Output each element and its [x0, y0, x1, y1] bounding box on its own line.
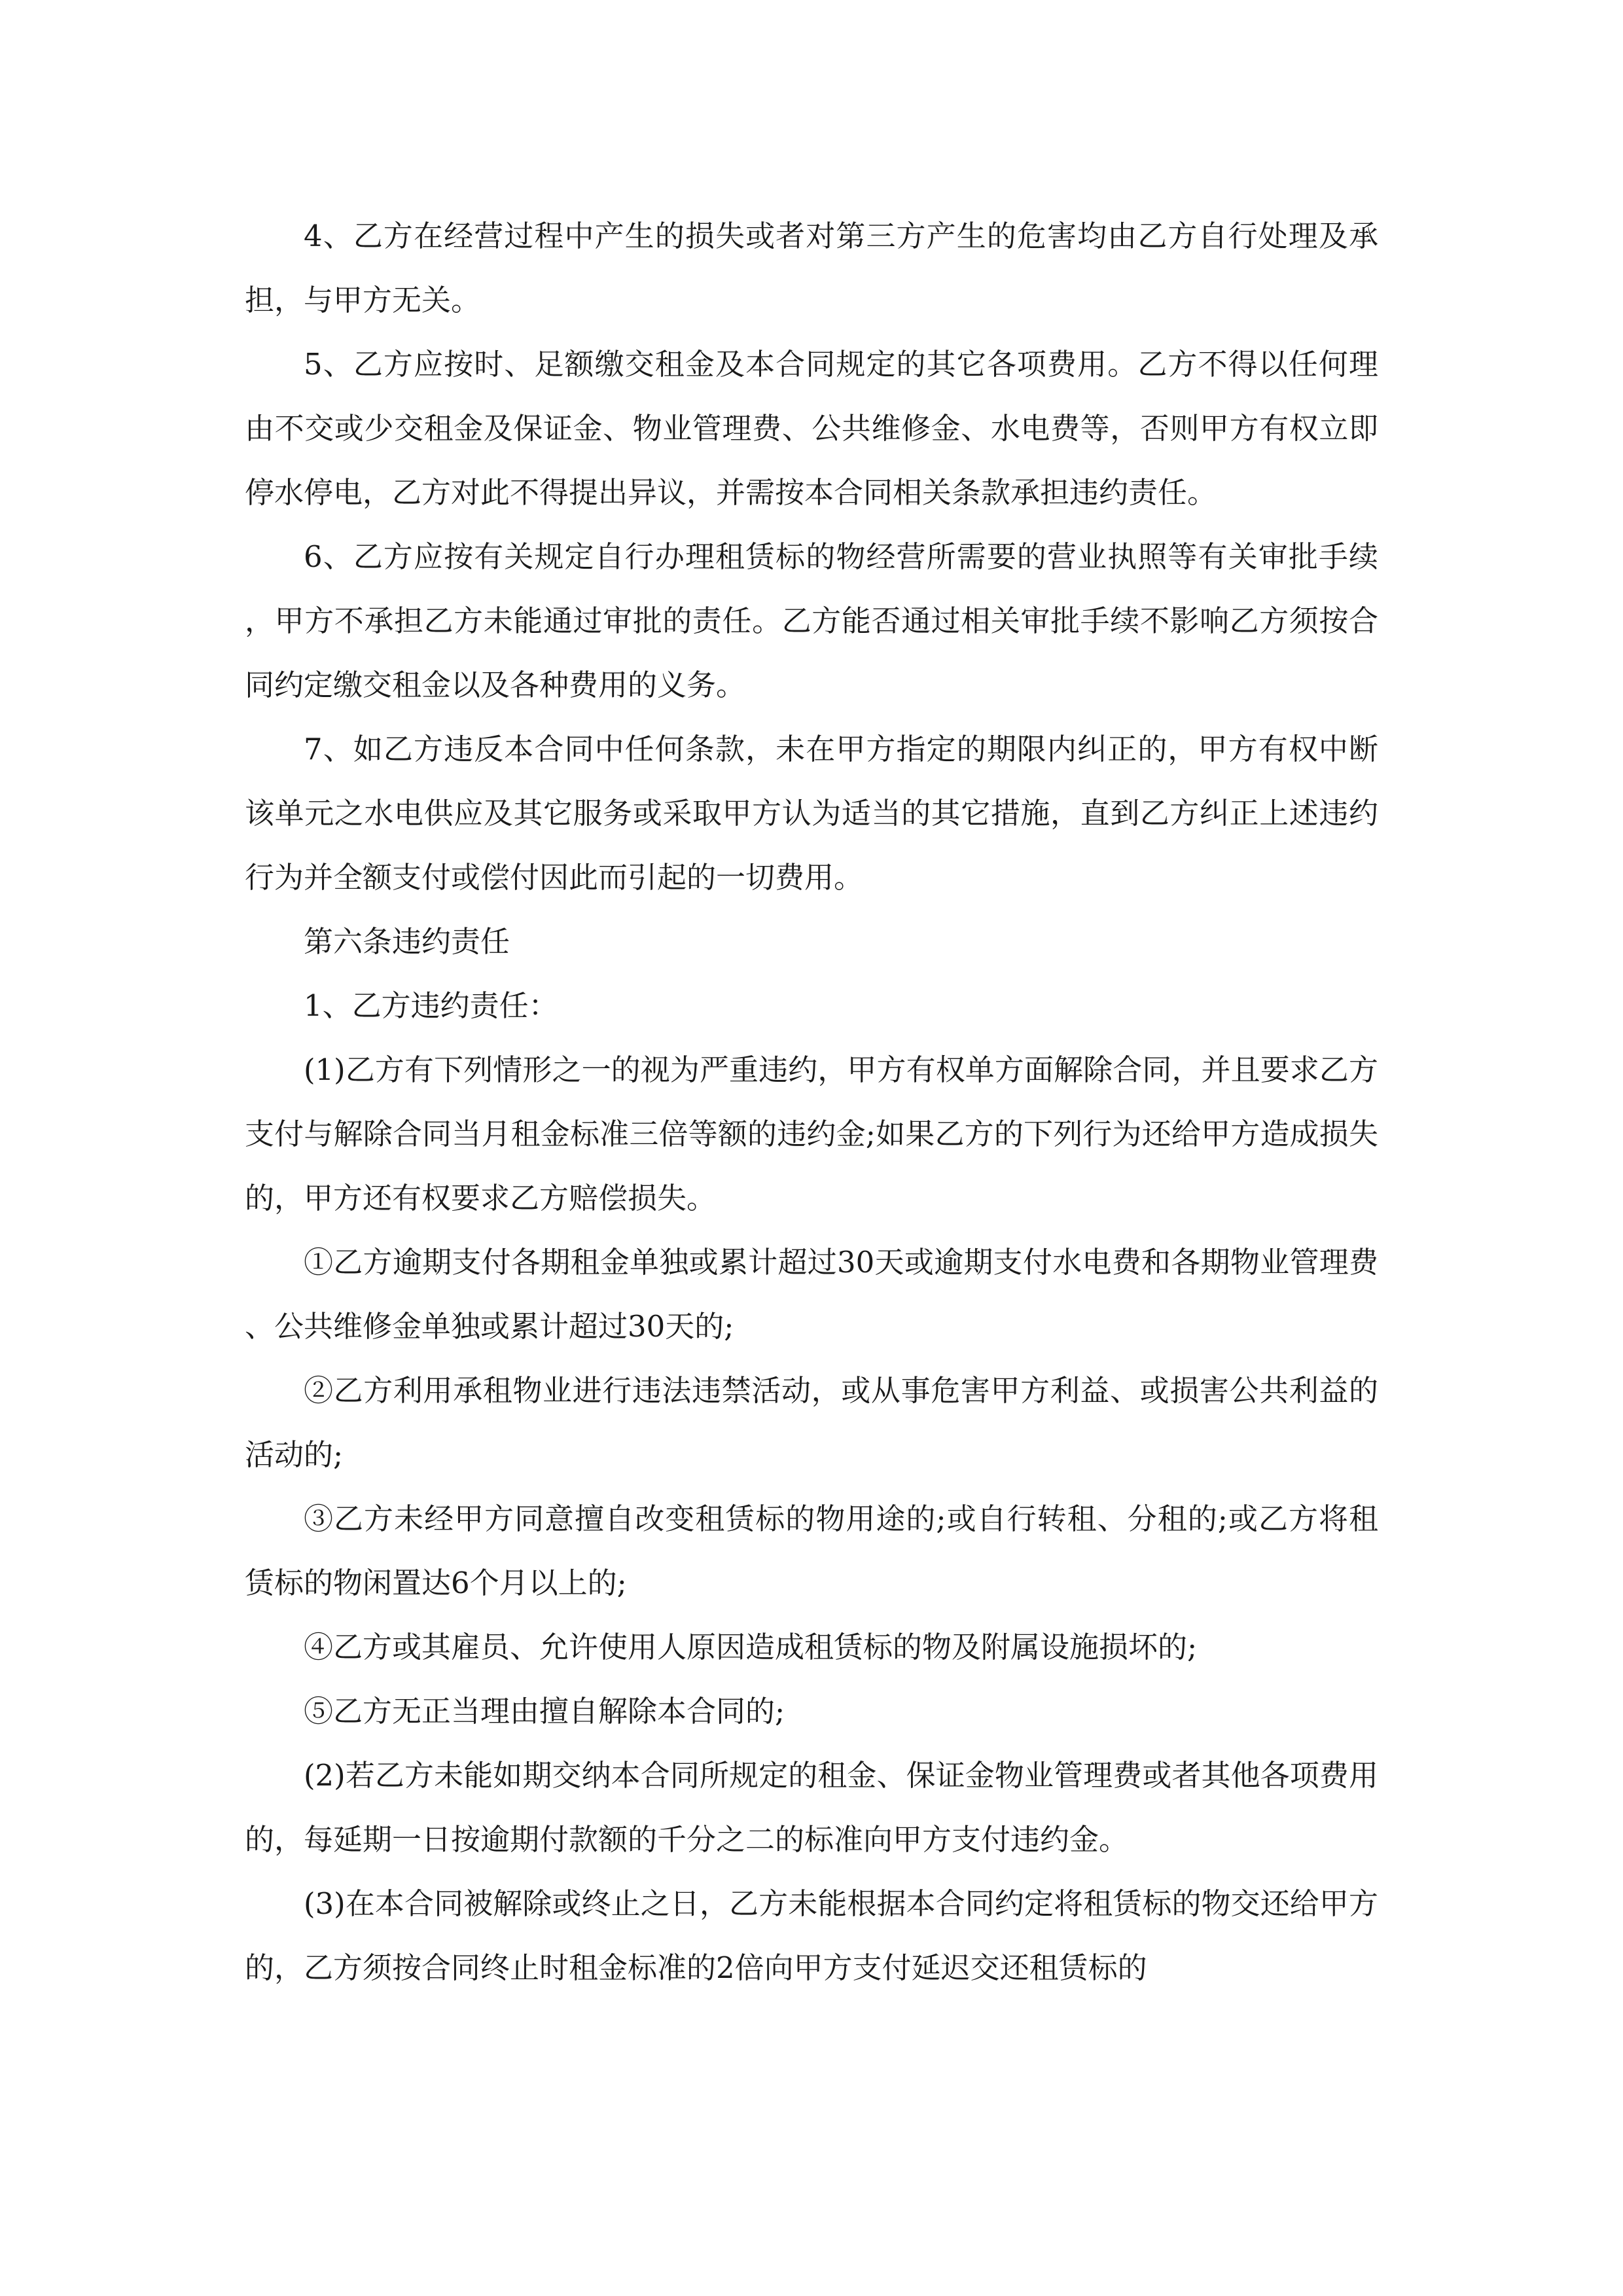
document-body [245, 204, 1378, 2000]
sub-item-2-paragraph: ②乙方利用承租物业进行违法违禁活动，或从事危害甲方利益、或损害公共利益的活动的; [245, 1373, 1378, 1472]
sub-item-5-paragraph: ⑤乙方无正当理由擅自解除本合同的; [304, 1694, 785, 1729]
item-3-paragraph: (3)在本合同被解除或终止之日，乙方未能根据本合同约定将租赁标的物交还给甲方的，乙方须按合同终止时租金标准的2倍向甲方支付延迟交还租赁标的 [245, 1886, 1378, 1985]
clause-6-paragraph: 6、乙方应按有关规定自行办理租赁标的物经营所需要的营业执照等有关审批手续，甲方不承担乙方未能通过审批的责任。乙方能否通过相关审批手续不影响乙方须按合同约定缴交租金以及各种费用的义务。 [245, 539, 1378, 702]
clause-5-paragraph: 5、乙方应按时、足额缴交租金及本合同规定的其它各项费用。乙方不得以任何理由不交或少交租金及保证金、物业管理费、公共维修金、水电费等，否则甲方有权立即停水停电，乙方对此不得提出异议，并需按本合同相关条款承担违约责任。 [245, 347, 1378, 510]
sub-item-3-paragraph: ③乙方未经甲方同意擅自改变租赁标的物用途的;或自行转租、分租的;或乙方将租赁标的物闲置达6个月以上的; [245, 1501, 1378, 1600]
clause-4-paragraph: 4、乙方在经营过程中产生的损失或者对第三方产生的危害均由乙方自行处理及承担，与甲方无关。 [245, 219, 1378, 317]
item-2-paragraph: (2)若乙方未能如期交纳本合同所规定的租金、保证金物业管理费或者其他各项费用的，每延期一日按逾期付款额的千分之二的标准向甲方支付违约金。 [245, 1758, 1378, 1857]
sub-item-1-paragraph: ①乙方逾期支付各期租金单独或累计超过30天或逾期支付水电费和各期物业管理费、公共维修金单独或累计超过30天的; [245, 1245, 1378, 1344]
item-1-paragraph: (1)乙方有下列情形之一的视为严重违约，甲方有权单方面解除合同，并且要求乙方支付与解除合同当月租金标准三倍等额的违约金;如果乙方的下列行为还给甲方造成损失的，甲方还有权要求乙方赔偿损失。 [245, 1052, 1378, 1215]
party-b-liability-heading: 1、乙方违约责任： [304, 988, 558, 1023]
clause-7-paragraph: 7、如乙方违反本合同中任何条款，未在甲方指定的期限内纠正的，甲方有权中断该单元之水电供应及其它服务或采取甲方认为适当的其它措施，直到乙方纠正上述违约行为并全额支付或偿付因此而引起的一切费用。 [245, 732, 1378, 895]
sub-item-4-paragraph: ④乙方或其雇员、允许使用人原因造成租赁标的物及附属设施损坏的; [304, 1630, 1198, 1664]
article-6-heading: 第六条违约责任 [304, 924, 510, 959]
